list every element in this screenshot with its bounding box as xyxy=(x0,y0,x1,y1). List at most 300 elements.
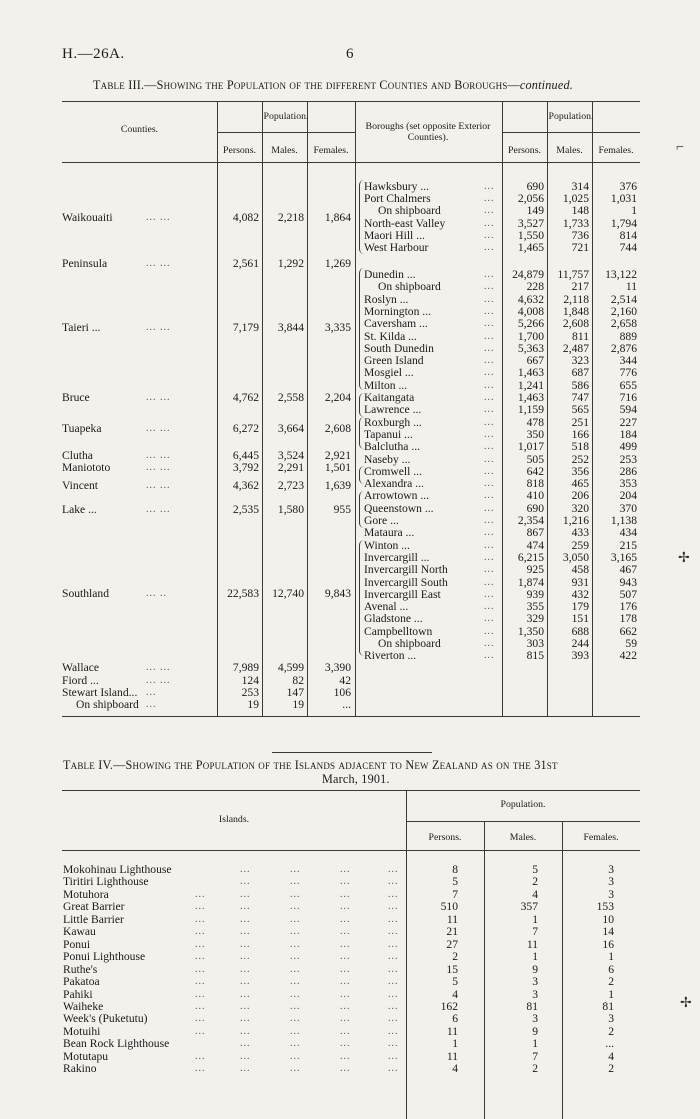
county-persons: 4,762 xyxy=(232,391,259,404)
borough-dots: ... xyxy=(484,478,495,490)
county-dots: ... ... xyxy=(146,462,171,473)
borough-females: 1,031 xyxy=(610,192,637,206)
borough-dots: ... xyxy=(484,392,495,403)
island-dots: ... xyxy=(340,1038,351,1050)
island-persons: 2 xyxy=(452,950,458,964)
island-persons: 4 xyxy=(452,1062,458,1076)
borough-dots: ... xyxy=(484,193,495,205)
island-dots: ... xyxy=(195,951,206,963)
borough-males: 151 xyxy=(571,612,589,626)
island-name: Ruthe's xyxy=(63,962,98,976)
borough-name: North-east Valley xyxy=(364,216,446,230)
table4-caption-rule xyxy=(272,752,432,753)
borough-males: 721 xyxy=(571,241,589,254)
borough-females: 2,160 xyxy=(610,304,637,318)
borough-males: 1,025 xyxy=(562,192,589,206)
county-dots: ... ... xyxy=(146,504,171,515)
county-name: On shipboard xyxy=(76,698,139,711)
borough-dots: ... xyxy=(484,217,495,229)
island-persons: 162 xyxy=(440,999,458,1013)
county-dots: ... ... xyxy=(146,675,171,686)
borough-persons: 228 xyxy=(526,280,544,294)
island-dots: ... xyxy=(195,913,206,925)
borough-females: 1,138 xyxy=(610,514,637,527)
county-name: Taieri ... xyxy=(62,321,101,334)
table3-bottom-rule xyxy=(62,716,640,717)
margin-mark-icon: ✢ xyxy=(678,551,690,566)
table4-top-rule xyxy=(62,790,640,791)
borough-females: 814 xyxy=(619,228,637,242)
borough-name: Arrowtown ... xyxy=(364,489,430,503)
borough-persons: 642 xyxy=(526,464,544,478)
island-dots: ... xyxy=(195,1050,206,1062)
borough-females: 59 xyxy=(625,637,637,650)
island-dots: ... xyxy=(195,926,206,938)
island-dots: ... xyxy=(340,951,351,963)
county-females: 2,608 xyxy=(324,422,351,435)
borough-name: On shipboard xyxy=(378,280,441,294)
island-dots: ... xyxy=(195,988,206,1000)
borough-persons: 1,463 xyxy=(517,391,544,404)
county-males: 2,218 xyxy=(277,211,304,224)
borough-males: 217 xyxy=(571,280,589,294)
island-females: 3 xyxy=(608,863,614,876)
county-persons: 253 xyxy=(241,686,259,699)
borough-name: Gladstone ... xyxy=(364,612,423,626)
borough-persons: 5,266 xyxy=(517,317,544,331)
island-males: 4 xyxy=(532,887,538,901)
island-females: 1 xyxy=(608,987,614,1001)
borough-females: 376 xyxy=(619,180,637,193)
borough-persons: 818 xyxy=(526,477,544,491)
island-name: Motutapu xyxy=(63,1049,109,1063)
island-females: 153 xyxy=(596,900,614,914)
island-females: 2 xyxy=(608,1062,614,1076)
county-males: 4,599 xyxy=(277,661,304,674)
borough-dots: ... xyxy=(484,576,495,588)
brace-icon xyxy=(359,466,364,484)
county-persons: 22,583 xyxy=(227,587,259,600)
borough-dots: ... xyxy=(484,404,495,416)
county-females: 1,639 xyxy=(324,479,351,492)
margin-mark-icon: ✢ xyxy=(680,996,692,1011)
borough-persons: 867 xyxy=(526,526,544,540)
borough-persons: 4,008 xyxy=(517,304,544,318)
county-females: 42 xyxy=(339,674,351,687)
borough-males: 736 xyxy=(571,228,589,242)
island-females: 3 xyxy=(608,875,614,889)
county-persons: 2,535 xyxy=(232,503,259,516)
county-persons: 4,362 xyxy=(232,479,259,492)
island-name: Rakino xyxy=(63,1062,97,1076)
brace-icon xyxy=(359,540,364,656)
county-name: Stewart Island... xyxy=(62,686,138,699)
males-header-left: Males. xyxy=(271,145,298,156)
borough-name: Campbelltown xyxy=(364,624,433,638)
table3-caption-prefix: Table III. xyxy=(93,78,145,92)
table3-top-rule xyxy=(62,101,640,102)
county-dots: ... ... xyxy=(146,392,171,403)
island-dots: ... xyxy=(340,988,351,1000)
borough-name: Milton ... xyxy=(364,378,408,392)
borough-females: 176 xyxy=(619,600,637,614)
island-dots: ... xyxy=(240,938,251,950)
borough-dots: ... xyxy=(484,205,495,217)
borough-dots: ... xyxy=(484,181,495,192)
borough-name: Riverton ... xyxy=(364,649,417,663)
borough-males: 811 xyxy=(572,329,589,343)
island-dots: ... xyxy=(388,913,399,925)
island-dots: ... xyxy=(240,888,251,900)
borough-persons: 1,350 xyxy=(517,624,544,638)
island-dots: ... xyxy=(340,926,351,938)
island-name: Motuhora xyxy=(63,887,109,901)
island-dots: ... xyxy=(290,1038,301,1050)
island-females: 16 xyxy=(602,937,614,951)
island-dots: ... xyxy=(388,963,399,975)
island-males: 9 xyxy=(532,962,538,976)
borough-persons: 1,465 xyxy=(517,241,544,254)
borough-persons: 350 xyxy=(526,427,544,441)
persons-header-left: Persons. xyxy=(223,145,256,156)
brace-icon xyxy=(359,180,364,254)
county-females: 2,921 xyxy=(324,449,351,462)
borough-dots: ... xyxy=(484,305,495,317)
borough-persons: 1,874 xyxy=(517,575,544,589)
island-dots: ... xyxy=(290,901,301,913)
borough-name: Green Island xyxy=(364,354,424,368)
borough-males: 2,118 xyxy=(563,292,589,306)
county-name: Bruce xyxy=(62,391,90,404)
island-dots: ... xyxy=(195,1000,206,1012)
county-females: 1,864 xyxy=(324,211,351,224)
county-males: 3,524 xyxy=(277,449,304,462)
island-persons: 8 xyxy=(452,863,458,876)
borough-females: 434 xyxy=(619,526,637,540)
island-males: 357 xyxy=(520,900,538,914)
borough-females: 1 xyxy=(631,204,637,218)
island-dots: ... xyxy=(340,864,351,875)
borough-name: Balclutha ... xyxy=(364,440,421,454)
island-dots: ... xyxy=(240,1050,251,1062)
island-name: Pahiki xyxy=(63,987,93,1001)
table4-caption-prefix: Table IV. xyxy=(63,758,114,772)
borough-persons: 2,354 xyxy=(517,514,544,527)
island-dots: ... xyxy=(195,1063,206,1075)
island-dots: ... xyxy=(388,1013,399,1025)
borough-name: Hawksbury ... xyxy=(364,180,430,193)
island-females: 2 xyxy=(608,975,614,989)
table4-pop-subrule xyxy=(406,821,640,822)
borough-males: 687 xyxy=(571,366,589,380)
borough-females: 13,122 xyxy=(605,268,637,281)
island-persons: 4 xyxy=(452,987,458,1001)
borough-dots: ... xyxy=(484,269,495,280)
county-males: 3,664 xyxy=(277,422,304,435)
borough-females: 253 xyxy=(619,452,637,466)
county-males: 3,844 xyxy=(277,321,304,334)
county-name: Peninsula xyxy=(62,257,108,270)
borough-dots: ... xyxy=(484,318,495,330)
island-dots: ... xyxy=(290,1050,301,1062)
borough-name: Kaitangata xyxy=(364,391,415,404)
table4-females-header: Females. xyxy=(583,832,619,843)
county-dots: ... .. xyxy=(146,588,167,599)
island-males: 3 xyxy=(532,975,538,989)
borough-name: Winton ... xyxy=(364,538,410,552)
island-dots: ... xyxy=(240,1038,251,1050)
island-dots: ... xyxy=(290,913,301,925)
borough-persons: 815 xyxy=(526,649,544,663)
borough-persons: 303 xyxy=(526,637,544,650)
table4-males-header: Males. xyxy=(509,832,537,843)
island-dots: ... xyxy=(388,951,399,963)
margin-mark-icon: ⌐ xyxy=(676,140,684,155)
borough-females: 716 xyxy=(619,391,637,404)
males-header-right: Males. xyxy=(556,145,583,156)
borough-dots: ... xyxy=(484,281,495,293)
borough-dots: ... xyxy=(484,428,495,440)
borough-females: 215 xyxy=(619,538,637,552)
page-header-reference: H.—26A. xyxy=(62,46,125,62)
county-dots: ... xyxy=(146,687,157,698)
borough-dots: ... xyxy=(484,379,495,391)
borough-name: On shipboard xyxy=(378,204,441,218)
island-dots: ... xyxy=(240,963,251,975)
island-dots: ... xyxy=(290,976,301,988)
island-persons: 27 xyxy=(446,937,458,951)
island-dots: ... xyxy=(290,988,301,1000)
island-name: Pakatoa xyxy=(63,975,100,989)
island-name: Ponui Lighthouse xyxy=(63,950,146,964)
borough-name: Alexandra ... xyxy=(364,477,424,491)
county-dots: ... xyxy=(146,699,157,710)
borough-persons: 1,159 xyxy=(517,403,544,417)
borough-males: 206 xyxy=(571,489,589,503)
county-females: 2,204 xyxy=(324,391,351,404)
county-name: Southland xyxy=(62,587,110,600)
borough-name: Dunedin ... xyxy=(364,268,416,281)
island-females: ... xyxy=(605,1037,614,1051)
island-dots: ... xyxy=(240,976,251,988)
county-females: 3,390 xyxy=(324,661,351,674)
borough-males: 518 xyxy=(571,440,589,454)
borough-dots: ... xyxy=(484,601,495,613)
borough-males: 931 xyxy=(571,575,589,589)
county-males: 147 xyxy=(286,686,304,699)
island-dots: ... xyxy=(240,1025,251,1037)
borough-females: 344 xyxy=(619,354,637,368)
borough-persons: 3,527 xyxy=(517,216,544,230)
island-dots: ... xyxy=(340,1063,351,1075)
island-dots: ... xyxy=(388,1000,399,1012)
borough-males: 252 xyxy=(571,452,589,466)
county-persons: 3,792 xyxy=(232,461,259,474)
females-header-right: Females. xyxy=(598,145,634,156)
borough-females: 2,876 xyxy=(610,341,637,355)
borough-females: 499 xyxy=(619,440,637,454)
borough-dots: ... xyxy=(484,416,495,428)
island-persons: 11 xyxy=(446,1024,458,1038)
county-females: 9,843 xyxy=(324,587,351,600)
island-males: 7 xyxy=(532,1049,538,1063)
island-dots: ... xyxy=(340,1025,351,1037)
island-dots: ... xyxy=(388,876,399,888)
borough-dots: ... xyxy=(484,539,495,551)
island-dots: ... xyxy=(240,951,251,963)
persons-header-right: Persons. xyxy=(508,145,541,156)
borough-name: On shipboard xyxy=(378,637,441,650)
county-name: Tuapeka xyxy=(62,422,102,435)
borough-name: Invercargill South xyxy=(364,575,448,589)
island-dots: ... xyxy=(340,976,351,988)
island-persons: 11 xyxy=(446,1049,458,1063)
borough-name: Invercargill ... xyxy=(364,550,430,564)
borough-dots: ... xyxy=(484,527,495,539)
island-dots: ... xyxy=(290,1063,301,1075)
borough-females: 943 xyxy=(619,575,637,589)
borough-dots: ... xyxy=(484,551,495,563)
table4-persons-header: Persons. xyxy=(428,832,462,843)
borough-females: 662 xyxy=(619,624,637,638)
island-dots: ... xyxy=(240,926,251,938)
island-dots: ... xyxy=(290,1000,301,1012)
island-persons: 1 xyxy=(452,1037,458,1051)
borough-females: 744 xyxy=(619,241,637,254)
islands-header: Islands. xyxy=(218,814,250,825)
island-females: 3 xyxy=(608,887,614,901)
island-dots: ... xyxy=(388,976,399,988)
island-dots: ... xyxy=(388,1050,399,1062)
borough-males: 432 xyxy=(571,587,589,601)
borough-name: Avenal ... xyxy=(364,600,409,614)
island-dots: ... xyxy=(340,901,351,913)
island-persons: 5 xyxy=(452,975,458,989)
county-dots: ... ... xyxy=(146,423,171,434)
borough-dots: ... xyxy=(484,638,495,649)
county-name: Fiord ... xyxy=(62,674,99,687)
borough-name: Lawrence ... xyxy=(364,403,422,417)
borough-persons: 6,215 xyxy=(517,550,544,564)
page-number: 6 xyxy=(346,46,354,62)
table3-header-bottom-rule xyxy=(62,162,640,163)
island-males: 2 xyxy=(532,875,538,889)
borough-persons: 5,363 xyxy=(517,341,544,355)
island-dots: ... xyxy=(388,938,399,950)
island-dots: ... xyxy=(388,864,399,875)
borough-name: Mataura ... xyxy=(364,526,415,540)
county-dots: ... ... xyxy=(146,322,171,333)
borough-females: 594 xyxy=(619,403,637,417)
population-header-left: Population. xyxy=(263,111,309,122)
island-males: 81 xyxy=(526,999,538,1013)
island-dots: ... xyxy=(240,901,251,913)
borough-persons: 505 xyxy=(526,452,544,466)
county-males: 12,740 xyxy=(272,587,304,600)
borough-females: 184 xyxy=(619,427,637,441)
island-females: 2 xyxy=(608,1024,614,1038)
island-dots: ... xyxy=(340,876,351,888)
island-dots: ... xyxy=(388,901,399,913)
borough-females: 353 xyxy=(619,477,637,491)
island-persons: 6 xyxy=(452,1012,458,1026)
borough-females: 655 xyxy=(619,378,637,392)
borough-dots: ... xyxy=(484,453,495,465)
island-persons: 7 xyxy=(452,887,458,901)
brace-icon xyxy=(359,268,364,390)
borough-persons: 1,700 xyxy=(517,329,544,343)
borough-males: 251 xyxy=(571,415,589,429)
island-name: Bean Rock Lighthouse xyxy=(63,1037,170,1051)
island-dots: ... xyxy=(240,988,251,1000)
borough-persons: 1,241 xyxy=(517,378,544,392)
borough-males: 1,848 xyxy=(562,304,589,318)
island-dots: ... xyxy=(290,951,301,963)
county-dots: ... ... xyxy=(146,258,171,269)
borough-persons: 2,056 xyxy=(517,192,544,206)
borough-females: 11 xyxy=(625,280,637,294)
island-persons: 510 xyxy=(440,900,458,914)
island-dots: ... xyxy=(388,926,399,938)
borough-males: 3,050 xyxy=(562,550,589,564)
borough-dots: ... xyxy=(484,441,495,453)
island-males: 1 xyxy=(532,912,538,926)
county-males: 1,292 xyxy=(277,257,304,270)
borough-name: Mornington ... xyxy=(364,304,431,318)
borough-males: 259 xyxy=(571,538,589,552)
county-males: 19 xyxy=(292,698,304,711)
borough-persons: 4,632 xyxy=(517,292,544,306)
borough-females: 286 xyxy=(619,464,637,478)
borough-dots: ... xyxy=(484,650,495,662)
county-name: Maniototo xyxy=(62,461,111,474)
county-persons: 2,561 xyxy=(232,257,259,270)
island-males: 11 xyxy=(526,937,538,951)
counties-header: Counties. xyxy=(120,124,159,135)
island-dots: ... xyxy=(340,1050,351,1062)
island-name: Motuihi xyxy=(63,1024,101,1038)
island-persons: 15 xyxy=(446,962,458,976)
borough-persons: 690 xyxy=(526,180,544,193)
borough-males: 565 xyxy=(571,403,589,417)
island-persons: 11 xyxy=(446,912,458,926)
borough-dots: ... xyxy=(484,564,495,576)
borough-name: West Harbour xyxy=(364,241,429,254)
table4-population-header: Population. xyxy=(500,799,546,810)
borough-dots: ... xyxy=(484,242,495,253)
borough-name: Tapanui ... xyxy=(364,427,413,441)
island-females: 3 xyxy=(608,1012,614,1026)
island-dots: ... xyxy=(388,888,399,900)
borough-females: 422 xyxy=(619,649,637,663)
island-dots: ... xyxy=(388,1025,399,1037)
borough-females: 776 xyxy=(619,366,637,380)
island-name: Ponui xyxy=(63,937,91,951)
island-females: 6 xyxy=(608,962,614,976)
island-females: 14 xyxy=(602,925,614,939)
borough-dots: ... xyxy=(484,330,495,342)
borough-dots: ... xyxy=(484,229,495,241)
borough-dots: ... xyxy=(484,490,495,502)
borough-name: South Dunedin xyxy=(364,341,434,355)
table3-pop-subrule-left xyxy=(217,132,355,133)
borough-dots: ... xyxy=(484,625,495,637)
county-dots: ... ... xyxy=(146,480,171,491)
county-dots: ... ... xyxy=(146,662,171,673)
county-name: Lake ... xyxy=(62,503,97,516)
borough-persons: 1,550 xyxy=(517,228,544,242)
county-females: 955 xyxy=(333,503,351,516)
